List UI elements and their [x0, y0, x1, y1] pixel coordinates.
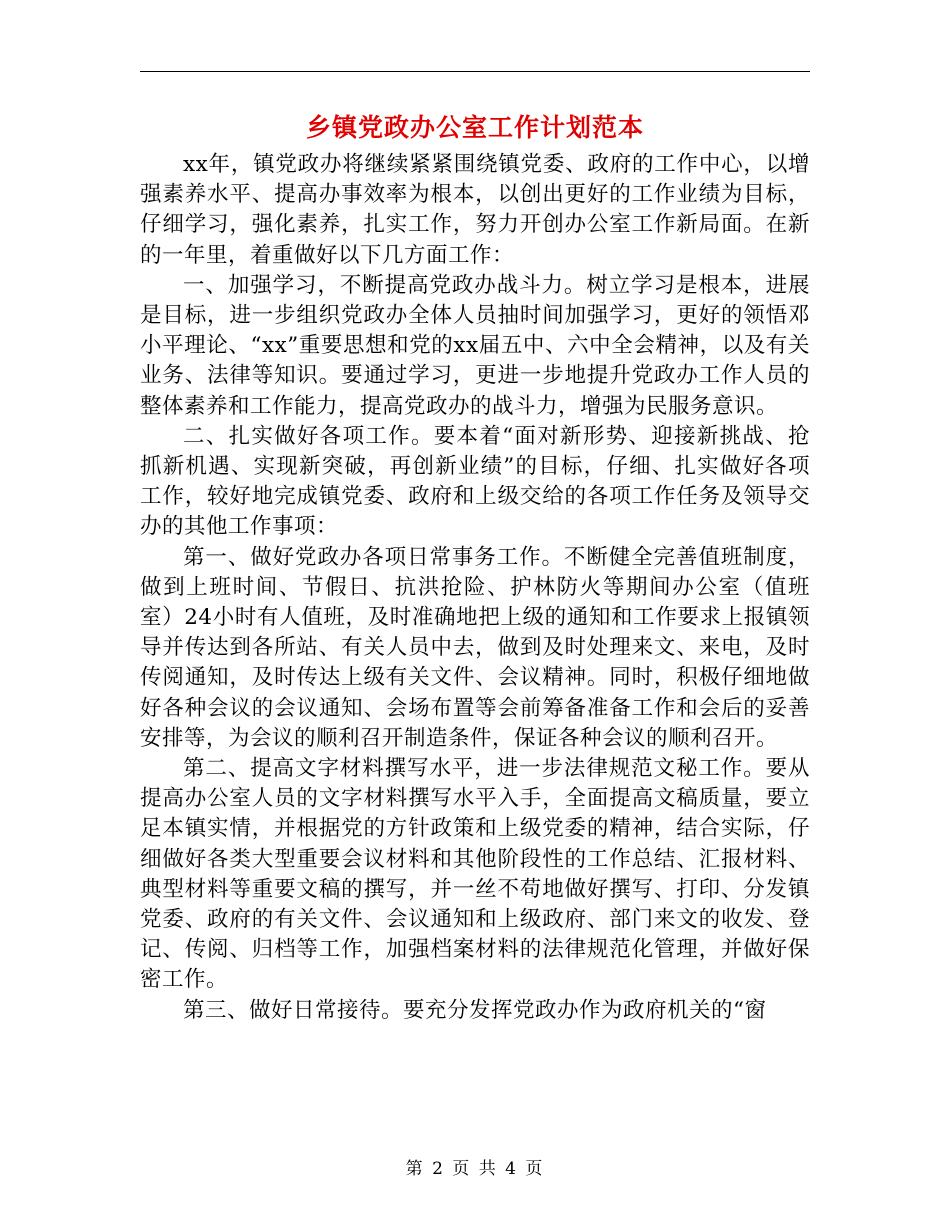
document-body [140, 150, 810, 1026]
paragraph-item-3: 第三、做好日常接待。要充分发挥党政办作为政府机关的“窗 [183, 997, 767, 1023]
paragraph-intro: xx年，镇党政办将继续紧紧围绕镇党委、政府的工作中心，以增强素养水平、提高办事效率为根本，以创出更好的工作业绩为目标，仔细学习，强化素养，扎实工作，努力开创办公室工作新局面。在新的一年里，着重做好以下几方面工作： [140, 152, 810, 268]
paragraph-item-1: 第一、做好党政办各项日常事务工作。不断健全完善值班制度，做到上班时间、节假日、抗洪抢险、护林防火等期间办公室（值班室）24小时有人值班，及时准确地把上级的通知和工作要求上报镇领导并传达到各所站、有关人员中去，做到及时处理来文、来电，及时传阅通知，及时传达上级有关文件、会议精神。同时，积极仔细地做好各种会议的会议通知、会场布置等会前筹备准备工作和会后的妥善安排等，为会议的顺利召开制造条件，保证各种会议的顺利召开。 [140, 544, 810, 751]
paragraph-section-1: 一、加强学习，不断提高党政办战斗力。树立学习是根本，进展是目标，进一步组织党政办全体人员抽时间加强学习，更好的领悟邓小平理论、“xx”重要思想和党的xx届五中、六中全会精神，以及有关业务、法律等知识。要通过学习，更进一步地提升党政办工作人员的整体素养和工作能力，提高党政办的战斗力，增强为民服务意识。 [140, 272, 810, 419]
header-rule [140, 71, 810, 72]
paragraph-section-2: 二、扎实做好各项工作。要本着“面对新形势、迎接新挑战、抢抓新机遇、实现新突破，再创新业绩”的目标，仔细、扎实做好各项工作，较好地完成镇党委、政府和上级交给的各项工作任务及领导交办的其他工作事项： [140, 423, 810, 540]
document-title: 乡镇党政办公室工作计划范本 [305, 113, 644, 142]
page-footer: 第 2 页 共 4 页 [405, 1159, 545, 1179]
paragraph-item-2: 第二、提高文字材料撰写水平，进一步法律规范文秘工作。要从提高办公室人员的文字材料撰写水平入手，全面提高文稿质量，要立足本镇实情，并根据党的方针政策和上级党委的精神，结合实际，仔细做好各类大型重要会议材料和其他阶段性的工作总结、汇报材料、典型材料等重要文稿的撰写，并一丝不苟地做好撰写、打印、分发镇党委、政府的有关文件、会议通知和上级政府、部门来文的收发、登记、传阅、归档等工作，加强档案材料的法律规范化管理，并做好保密工作。 [140, 756, 810, 993]
